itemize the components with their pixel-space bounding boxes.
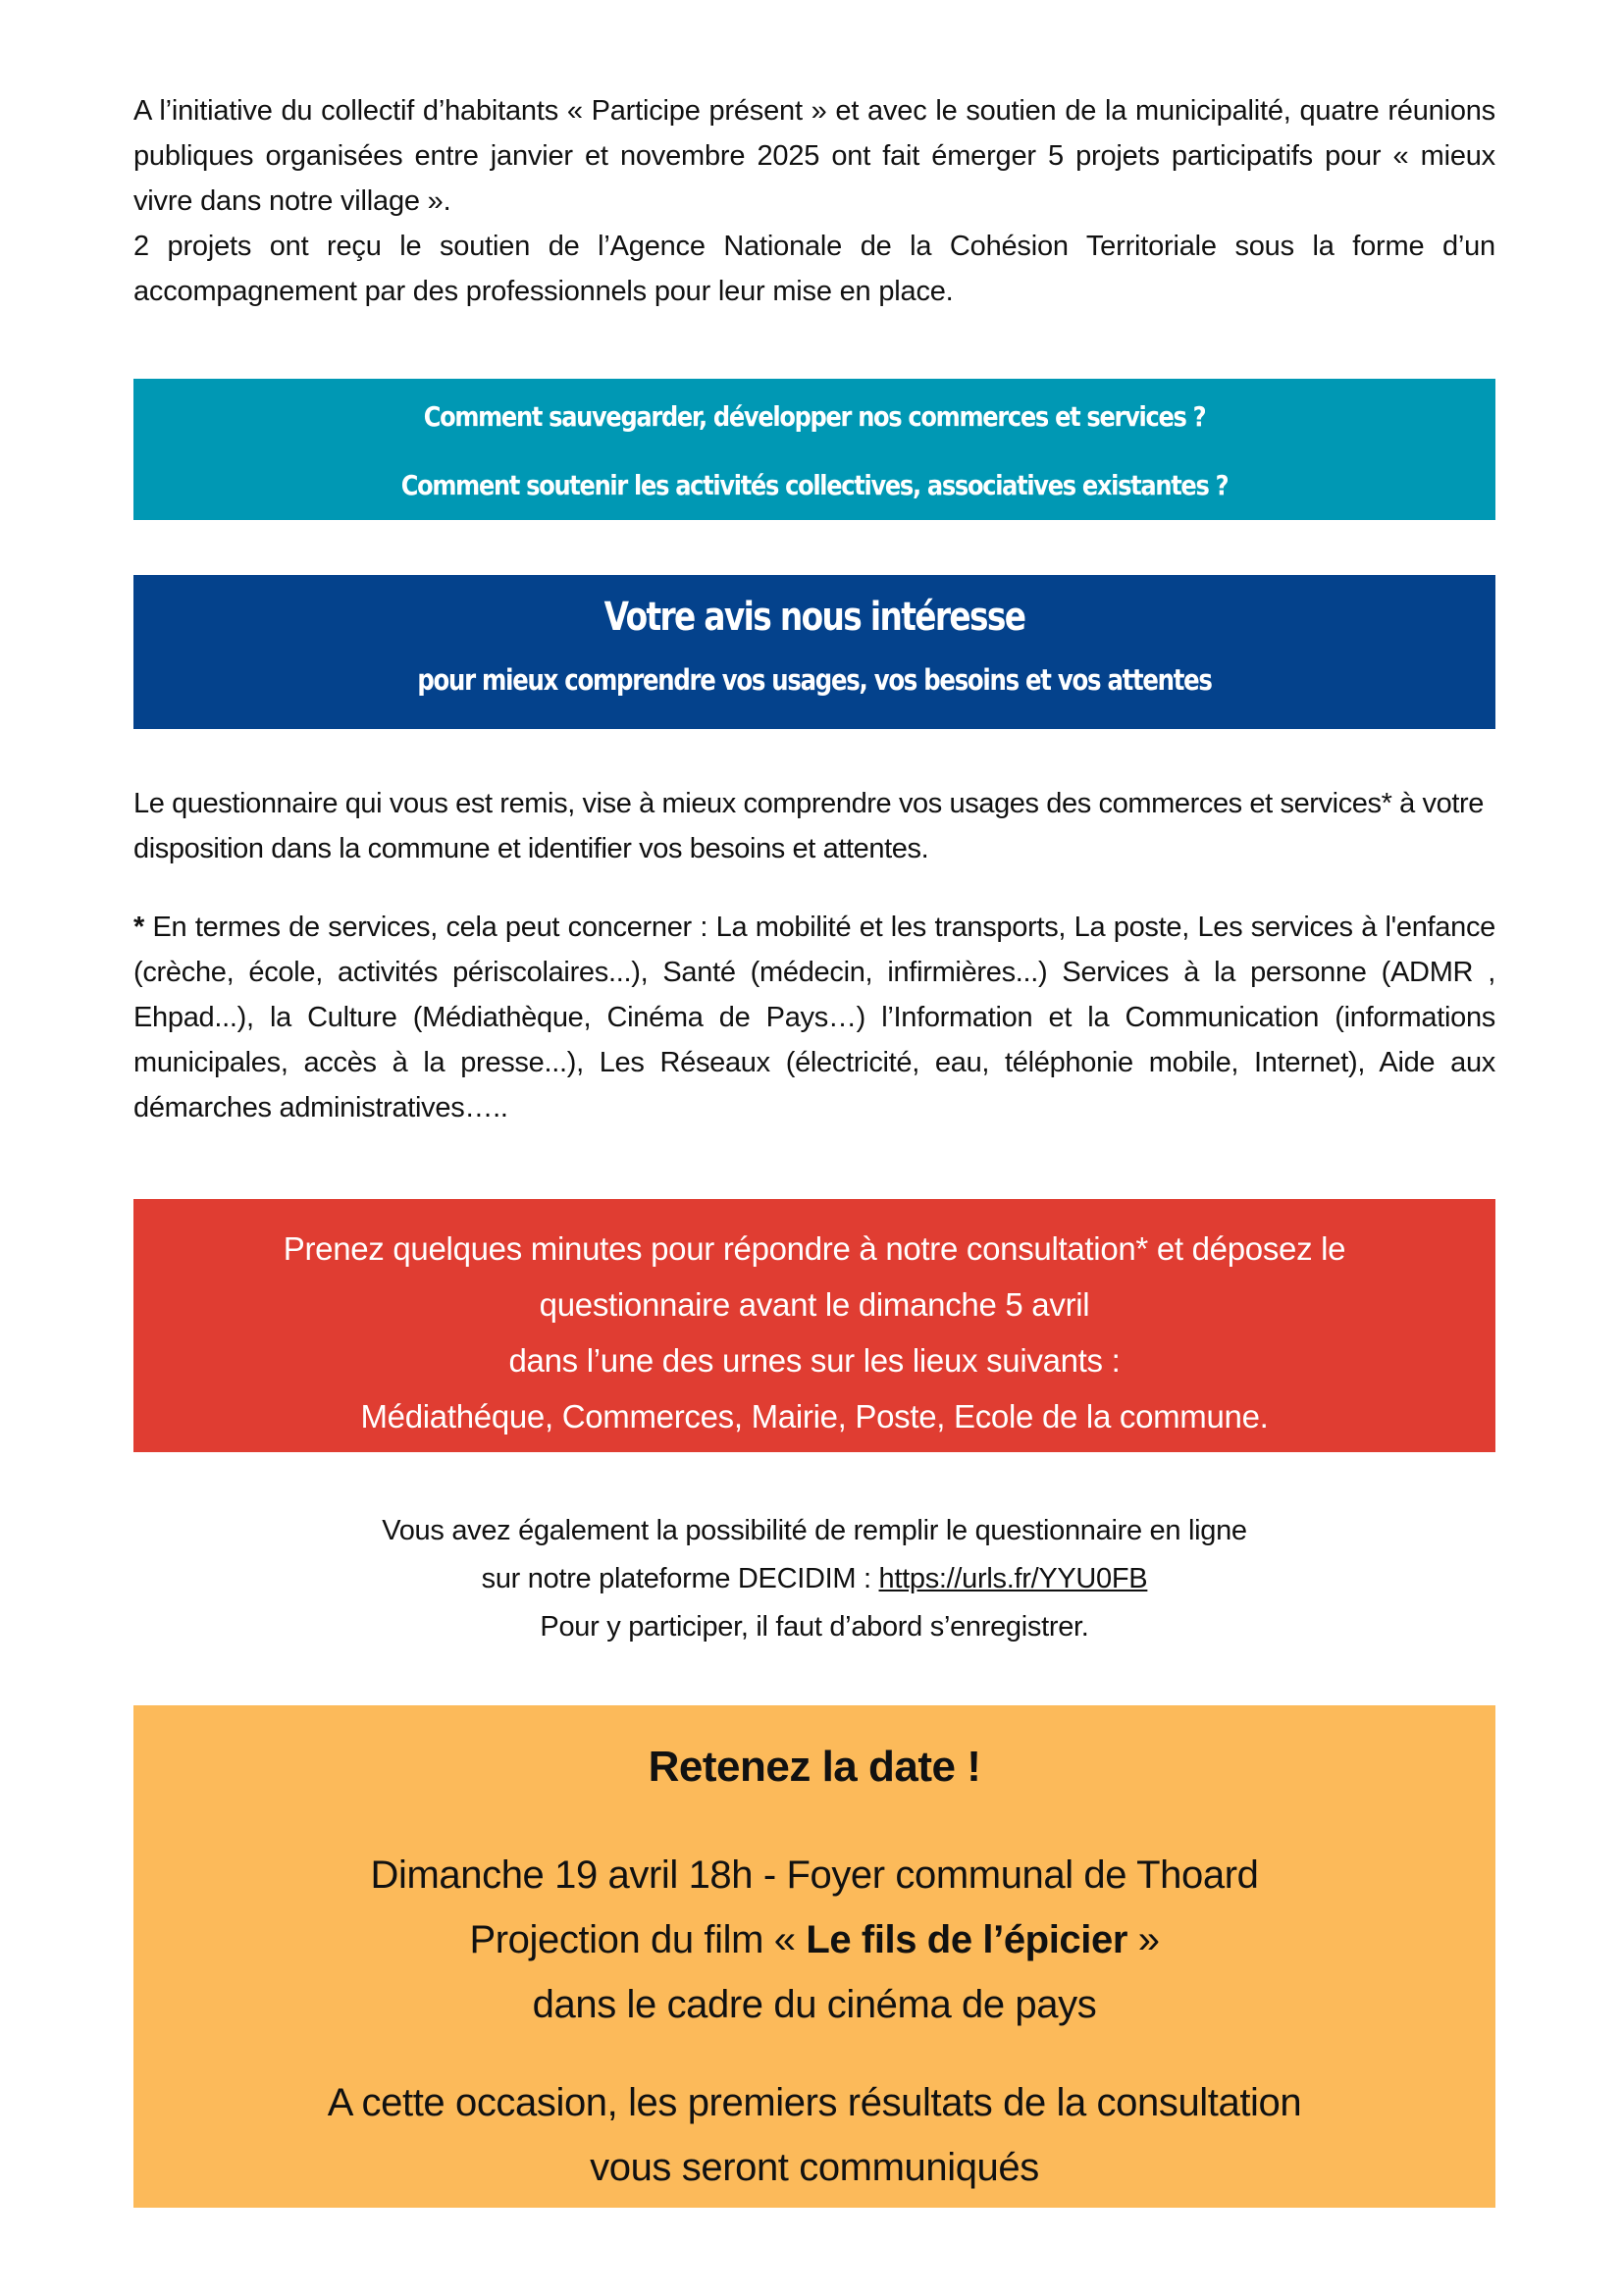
questionnaire-section	[133, 781, 1495, 871]
intro-paragraph-1: A l’initiative du collectif d’habitants « Participe présent » et avec le soutien de la municipalité, quatre réunions publiques organisées entre janvier et novembre 2025 ont fait émerger 5 projets participatifs pour « mieux vivre dans notre village ».	[133, 95, 1495, 217]
services-note-text	[133, 905, 1495, 1130]
film-title: Le fils de l’épicier	[806, 1918, 1127, 1961]
deposit-line-1: Prenez quelques minutes pour répondre à notre consultation* et déposez le	[283, 1230, 1346, 1267]
deposit-banner	[133, 1199, 1495, 1452]
question-activites: Comment soutenir les activités collectives, associatives existantes ?	[400, 469, 1229, 501]
intro-section	[133, 88, 1495, 314]
deposit-instructions	[133, 1221, 1495, 1444]
intro-paragraph-2: 2 projets ont reçu le soutien de l’Agence Nationale de la Cohésion Territoriale sous la forme d’un accompagnement par des professionnels pour leur mise en place.	[133, 231, 1495, 307]
platform-label: sur notre plateforme DECIDIM :	[481, 1563, 879, 1594]
results-announcement	[133, 2070, 1495, 2200]
services-note	[133, 905, 1495, 1130]
asterisk: *	[133, 912, 144, 943]
question-commerces: Comment sauvegarder, développer nos commerces et services ?	[423, 400, 1206, 433]
event-date-place: Dimanche 19 avril 18h - Foyer communal de Thoard	[370, 1853, 1259, 1897]
film-prefix: Projection du film «	[469, 1918, 807, 1961]
deposit-line-2: questionnaire avant le dimanche 5 avril	[539, 1286, 1090, 1323]
film-suffix: »	[1127, 1918, 1160, 1961]
deposit-locations: Médiathéque, Commerces, Mairie, Poste, Ecole de la commune.	[360, 1398, 1269, 1435]
results-line-1: A cette occasion, les premiers résultats de la consultation	[327, 2081, 1302, 2124]
services-list: En termes de services, cela peut concerner : La mobilité et les transports, La poste, Les services à l'enfance (crèche, école, activités périscolaires...), Santé (médecin, infirmières...) Services à la personne (ADMR , Ehpad...), la Culture (Médiathèque, Cinéma de Pays…) l’Information et la Communication (informations municipales, accès à la presse...), Les Réseaux (électricité, eau, téléphonie mobile, Internet), Aide aux démarches administratives…..	[133, 912, 1495, 1123]
online-line-3: Pour y participer, il faut d’abord s’enregistrer.	[540, 1611, 1089, 1643]
online-line-2	[133, 1555, 1495, 1603]
online-line-1: Vous avez également la possibilité de remplir le questionnaire en ligne	[382, 1515, 1247, 1546]
decidim-link[interactable]: https://urls.fr/YYU0FB	[878, 1563, 1148, 1594]
deposit-line-3: dans l’une des urnes sur les lieux suivants :	[508, 1342, 1121, 1379]
opinion-banner	[133, 575, 1495, 729]
questions-banner	[133, 379, 1495, 520]
event-film-line	[133, 1907, 1495, 1972]
results-line-2: vous seront communiqués	[590, 2146, 1039, 2189]
save-the-date-heading: Retenez la date !	[648, 1743, 981, 1791]
event-details	[133, 1843, 1495, 2037]
save-the-date-banner	[133, 1705, 1495, 2208]
opinion-title: Votre avis nous intéresse	[603, 595, 1025, 640]
event-context: dans le cadre du cinéma de pays	[532, 1983, 1097, 2026]
online-section	[133, 1507, 1495, 1651]
questionnaire-text: Le questionnaire qui vous est remis, vise à mieux comprendre vos usages des commerces et services* à votre disposition dans la commune et identifier vos besoins et attentes.	[133, 788, 1485, 864]
opinion-subtitle: pour mieux comprendre vos usages, vos besoins et vos attentes	[417, 663, 1212, 697]
